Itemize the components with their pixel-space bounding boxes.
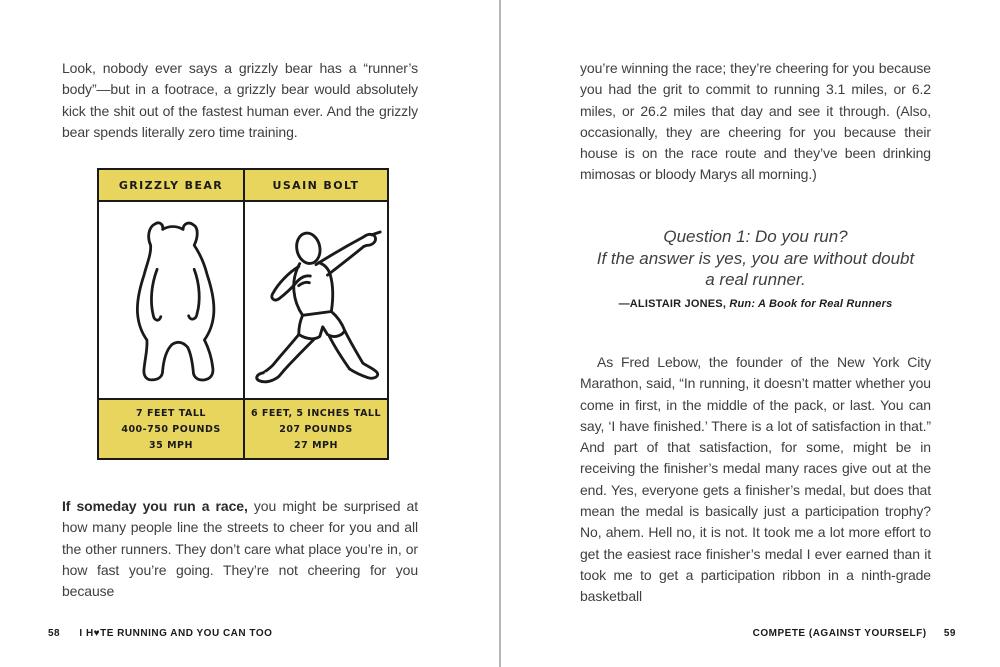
grizzly-bear-cell — [99, 202, 243, 398]
grizzly-stat-height: 7 FEET TALL — [136, 407, 206, 419]
chart-header-bolt — [243, 170, 387, 200]
grizzly-stats-cell — [99, 400, 243, 458]
right-running-footer-title: COMPETE (AGAINST YOURSELF) — [752, 628, 927, 639]
usain-bolt-illustration — [247, 209, 385, 391]
left-paragraph-1: Look, nobody ever says a grizzly bear has a “runner’s body”—but in a footrace, a grizzly bear would absolutely kick the shit out of the fastest human ever. And the grizzly bear spends literally zero time training. — [62, 60, 418, 140]
pull-quote — [580, 226, 931, 291]
comparison-chart — [97, 168, 389, 460]
right-paragraph-2: As Fred Lebow, the founder of the New York City Marathon, said, “In running, it doesn’t matter whether you come in first, in the middle of the pack, or last. You can say, ‘I have finished.’ There is a lot of satisfaction in that.” And part of that satisfaction, for some, might be in receiving the finisher’s medal many races give out at the end. Yes, everyone gets a finisher’s medal, but does that mean the medal is basically just a participation trophy? No, ahem. Hell no, it is not. It took me a lot more effort to get the easiest race finisher’s medal I ever earned than it took me to get a participation ribbon in a ninth-grade basketball — [580, 354, 931, 605]
book-page-right — [501, 0, 1000, 667]
left-paragraph-2-lead: If someday you run a race, — [62, 498, 248, 514]
bolt-stat-height: 6 FEET, 5 INCHES TALL — [250, 407, 382, 419]
bolt-stat-weight: 207 POUNDS — [279, 423, 353, 435]
pull-quote-line-3: a real runner. — [705, 270, 806, 289]
chart-illustration-row — [99, 202, 387, 398]
pull-quote-line-1: Question 1: Do you run? — [663, 227, 848, 246]
grizzly-stat-weight: 400-750 POUNDS — [121, 423, 221, 435]
chart-header-bolt-label: USAIN BOLT — [272, 178, 360, 192]
left-paragraph-2 — [62, 496, 418, 602]
quote-attribution-work: Run: A Book for Real Runners — [729, 298, 893, 310]
left-page-footer — [48, 628, 272, 639]
left-paragraph-2-rest: you might be surprised at how many people line the streets to cheer for you and all the other runners. They don’t care what place you’re in, or how fast you’re going. They’re not cheering for you because — [62, 498, 418, 600]
book-page-left — [0, 0, 499, 667]
grizzly-stat-speed: 35 MPH — [149, 439, 193, 451]
quote-attribution-name: —ALISTAIR JONES, — [618, 298, 730, 310]
grizzly-bear-illustration — [106, 209, 236, 391]
bolt-stat-speed: 27 MPH — [294, 439, 338, 451]
left-running-footer-title: I H♥TE RUNNING AND YOU CAN TOO — [79, 628, 273, 639]
pull-quote-line-2: If the answer is yes, you are without doubt — [596, 248, 915, 268]
chart-header-row — [99, 170, 387, 202]
right-paragraph-1: you’re winning the race; they’re cheering for you because you had the grit to commit to running 3.1 miles, or 6.2 miles, or 26.2 miles that day and see it through. (Also, occasionally, they are cheering for you because their house is on the race route and they’ve been drinking mimosas or bloody Marys all morning.) — [580, 60, 931, 183]
quote-attribution — [580, 298, 931, 310]
bolt-stats-cell — [243, 400, 387, 458]
chart-header-grizzly-label: GRIZZLY BEAR — [118, 178, 224, 192]
right-page-footer — [753, 628, 956, 639]
chart-header-grizzly — [99, 170, 243, 200]
usain-bolt-cell — [243, 202, 387, 398]
right-page-number: 59 — [943, 628, 956, 639]
chart-stats-row — [99, 398, 387, 458]
left-page-number: 58 — [48, 628, 61, 639]
